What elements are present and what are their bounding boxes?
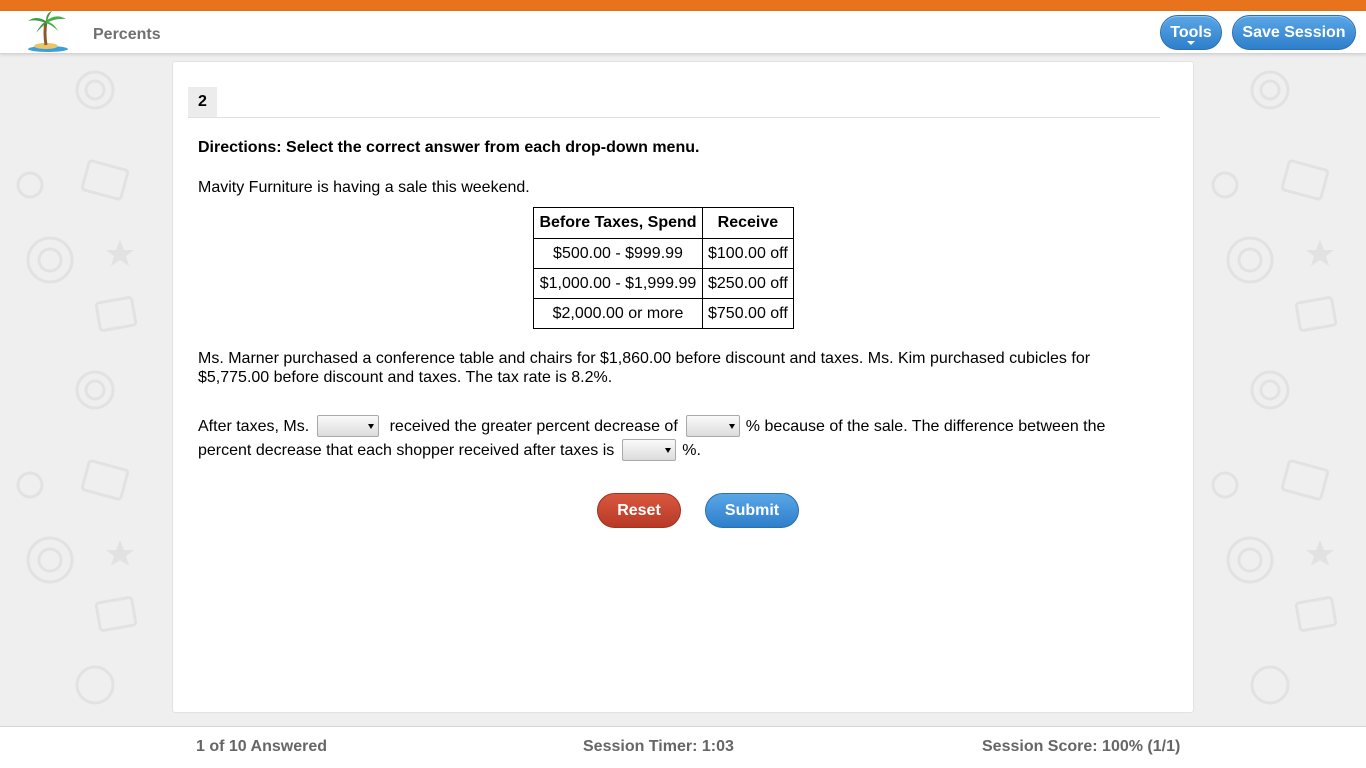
table-cell: $500.00 - $999.99 [534,239,703,269]
table-header: Before Taxes, Spend [534,208,703,239]
table-header: Receive [703,208,794,239]
palm-tree-logo [24,11,70,53]
question-number: 2 [188,87,217,117]
save-session-button[interactable]: Save Session [1232,15,1356,50]
percent-decrease-dropdown[interactable] [686,415,740,437]
question-sentence [198,415,1118,463]
sentence-part: %. [682,442,701,459]
answered-count: 1 of 10 Answered [196,738,328,755]
question-card [172,61,1194,713]
caret-down-icon [368,424,374,429]
submit-button[interactable]: Submit [705,493,799,528]
table-cell: $250.00 off [703,269,794,299]
session-score: Session Score: 100% (1/1) [982,738,1181,755]
app-title: Percents [93,26,161,43]
table-row [534,239,794,269]
caret-down-icon [665,448,671,453]
table-cell: $100.00 off [703,239,794,269]
caret-down-icon [729,424,735,429]
caret-down-icon [1187,41,1195,45]
shopper-dropdown[interactable] [317,415,379,437]
table-cell: $1,000.00 - $1,999.99 [534,269,703,299]
top-accent-stripe [0,0,1366,11]
table-header-row [534,208,794,239]
intro-text: Mavity Furniture is having a sale this weekend. [198,179,530,196]
table-row [534,299,794,329]
reset-button[interactable]: Reset [597,493,681,528]
header-bar [0,11,1366,54]
tools-button[interactable] [1160,15,1222,50]
footer-bar [0,726,1366,768]
table-cell: $750.00 off [703,299,794,329]
directions-text: Directions: Select the correct answer from each drop-down menu. [198,139,700,156]
tools-button-label: Tools [1170,24,1212,41]
sentence-part: received the greater percent decrease of [389,418,678,435]
scenario-text: Ms. Marner purchased a conference table and chairs for $1,860.00 before discount and taxes. Ms. Kim purchased cubicles for $5,775.00 before discount and taxes. The tax rate is 8.2%. [198,350,1091,386]
table-row [534,269,794,299]
session-timer: Session Timer: 1:03 [583,738,734,755]
divider [188,117,1160,118]
discount-table [533,207,794,329]
table-cell: $2,000.00 or more [534,299,703,329]
difference-dropdown[interactable] [622,439,676,461]
sentence-part: After taxes, Ms. [198,418,310,435]
sentence-part: % because of the sale. The difference between the percent decrease that each shopper received after taxes is [198,418,1106,459]
